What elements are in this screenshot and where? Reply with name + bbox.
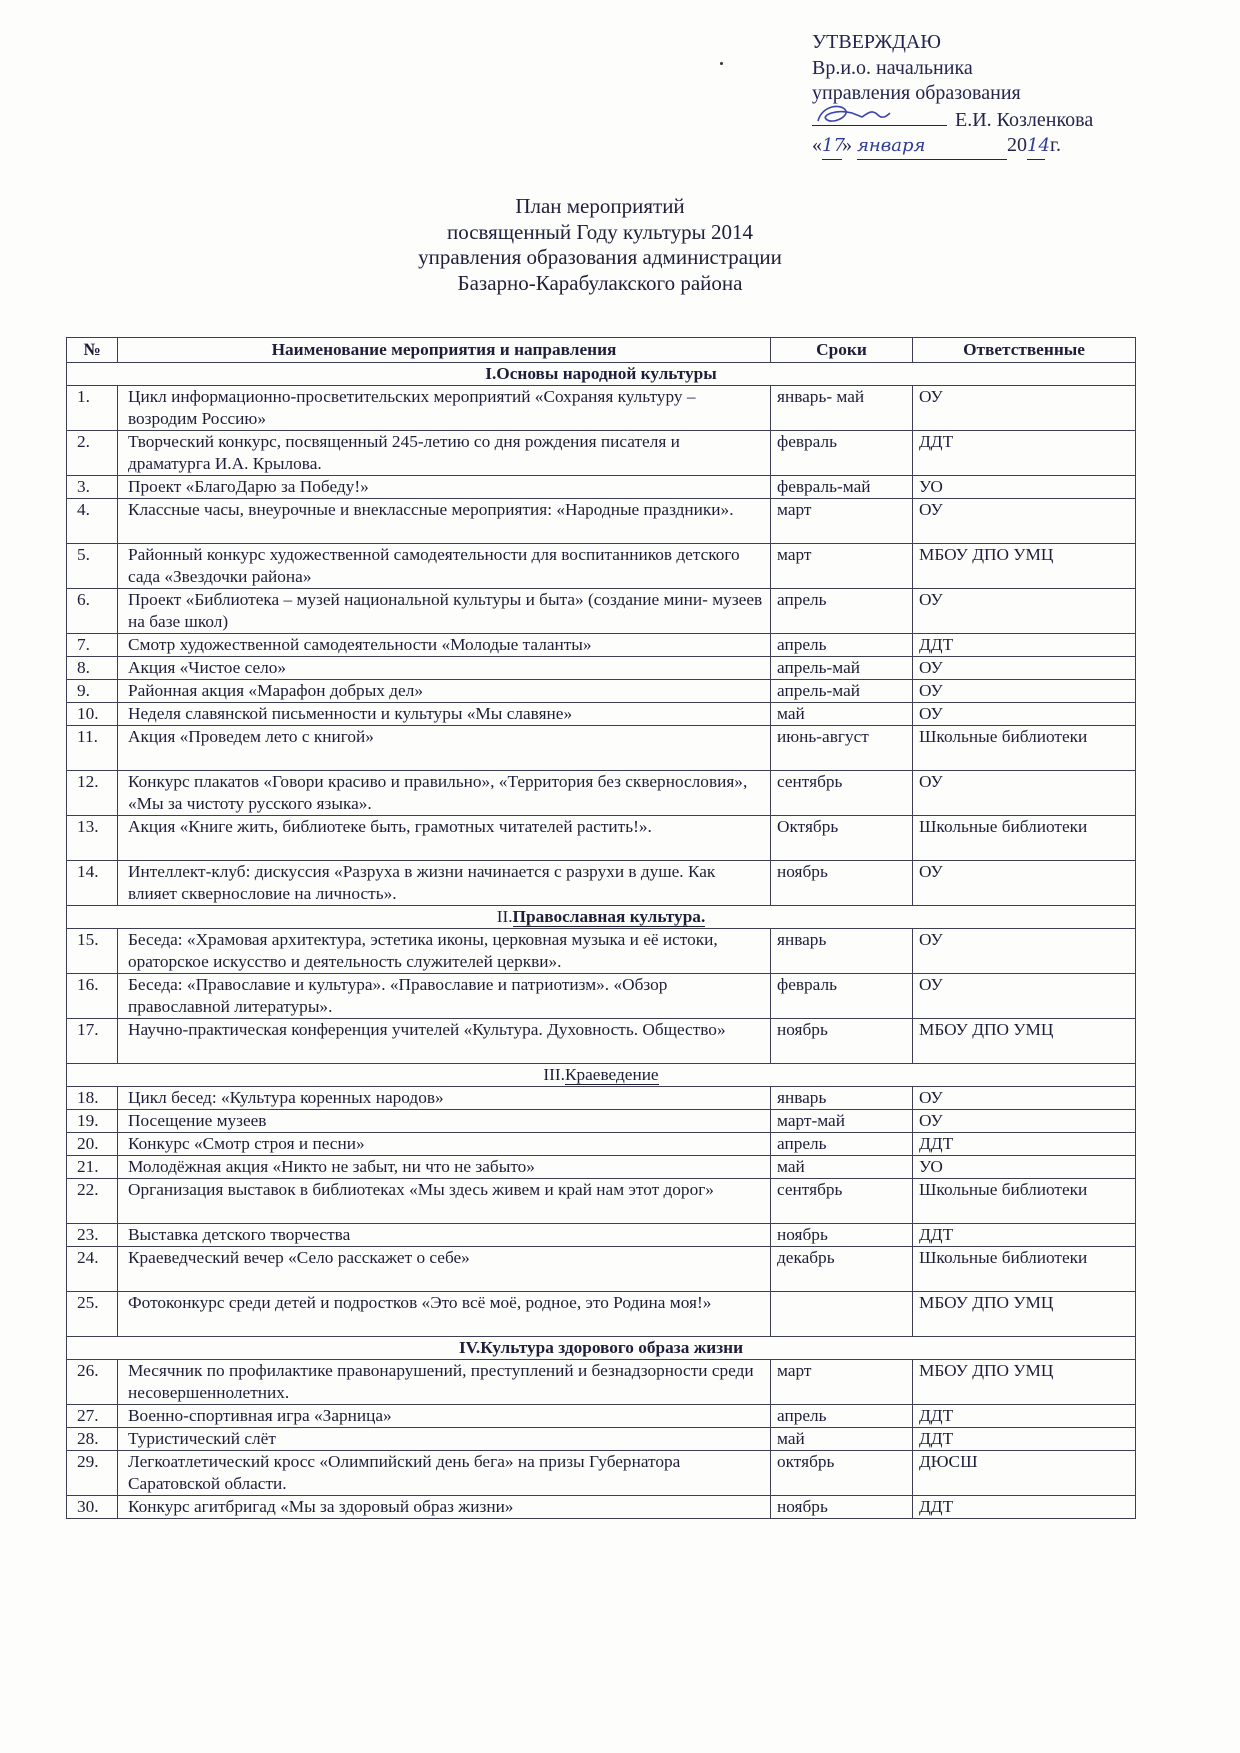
- date-day: 17: [822, 133, 842, 160]
- row-num: 8.: [67, 657, 118, 680]
- row-dates: февраль: [771, 974, 913, 1019]
- row-responsible: ОУ: [913, 499, 1136, 544]
- date-close-quote: »: [842, 134, 852, 156]
- row-name: Районный конкурс художественной самодеятельности для воспитанников детского сада «Звездочки района»: [118, 544, 771, 589]
- row-responsible: ДДТ: [913, 634, 1136, 657]
- row-dates: март: [771, 499, 913, 544]
- row-name: Районная акция «Марафон добрых дел»: [118, 680, 771, 703]
- row-dates: сентябрь: [771, 1179, 913, 1224]
- row-responsible: ДДТ: [913, 431, 1136, 476]
- section-prefix: II.: [496, 907, 513, 926]
- table-row: [67, 476, 1136, 499]
- row-dates: сентябрь: [771, 771, 913, 816]
- section-cell: [67, 1064, 1136, 1087]
- row-num: 28.: [67, 1428, 118, 1451]
- row-dates: июнь-август: [771, 726, 913, 771]
- row-name: Интеллект-клуб: дискуссия «Разруха в жизни начинается с разрухи в душе. Как влияет сквернословие на личность».: [118, 861, 771, 906]
- row-responsible: ОУ: [913, 386, 1136, 431]
- row-responsible: УО: [913, 476, 1136, 499]
- row-dates: октябрь: [771, 1451, 913, 1496]
- row-num: 1.: [67, 386, 118, 431]
- signature-row: [812, 107, 1093, 134]
- row-dates: май: [771, 1156, 913, 1179]
- table-row: [67, 1156, 1136, 1179]
- row-responsible: ОУ: [913, 703, 1136, 726]
- row-num: 24.: [67, 1247, 118, 1292]
- row-responsible: ДДТ: [913, 1224, 1136, 1247]
- row-dates: апрель: [771, 1405, 913, 1428]
- table-row: [67, 1133, 1136, 1156]
- stray-dot: [720, 62, 723, 65]
- table-row: [67, 1087, 1136, 1110]
- row-num: 19.: [67, 1110, 118, 1133]
- table-row: [67, 1247, 1136, 1292]
- row-num: 16.: [67, 974, 118, 1019]
- row-num: 7.: [67, 634, 118, 657]
- row-num: 2.: [67, 431, 118, 476]
- table-row: [67, 1224, 1136, 1247]
- table-header-row: [67, 338, 1136, 363]
- section-title: Краеведение: [564, 1065, 659, 1084]
- row-dates: январь- май: [771, 386, 913, 431]
- row-dates: ноябрь: [771, 1019, 913, 1064]
- table-row: [67, 1451, 1136, 1496]
- title-line-3: управления образования администрации: [418, 245, 782, 269]
- approver-name: Е.И. Козленкова: [955, 108, 1094, 131]
- events-table: [66, 337, 1136, 1519]
- row-name: Фотоконкурс среди детей и подростков «Это всё моё, родное, это Родина моя!»: [118, 1292, 771, 1337]
- row-num: 14.: [67, 861, 118, 906]
- row-num: 25.: [67, 1292, 118, 1337]
- row-responsible: ОУ: [913, 974, 1136, 1019]
- row-num: 29.: [67, 1451, 118, 1496]
- section-prefix: III.: [543, 1065, 565, 1084]
- row-name: Беседа: «Храмовая архитектура, эстетика иконы, церковная музыка и её истоки, ораторское искусство и деятельность служителей церкви».: [118, 929, 771, 974]
- row-responsible: МБОУ ДПО УМЦ: [913, 1019, 1136, 1064]
- row-num: 21.: [67, 1156, 118, 1179]
- row-name: Конкурс агитбригад «Мы за здоровый образ жизни»: [118, 1496, 771, 1519]
- row-responsible: Школьные библиотеки: [913, 726, 1136, 771]
- table-row: [67, 1405, 1136, 1428]
- header-name: Наименование мероприятия и направления: [118, 338, 771, 363]
- section-title: I.Основы народной культуры: [67, 363, 1136, 386]
- row-name: Конкурс плакатов «Говори красиво и правильно», «Территория без сквернословия», «Мы за чистоту русского языка».: [118, 771, 771, 816]
- row-responsible: ОУ: [913, 657, 1136, 680]
- row-responsible: МБОУ ДПО УМЦ: [913, 544, 1136, 589]
- row-responsible: УО: [913, 1156, 1136, 1179]
- date-year-prefix: 20: [1007, 134, 1027, 156]
- title-line-1: План мероприятий: [515, 194, 685, 218]
- table-row: [67, 1360, 1136, 1405]
- row-num: 5.: [67, 544, 118, 589]
- row-responsible: ОУ: [913, 680, 1136, 703]
- row-responsible: Школьные библиотеки: [913, 816, 1136, 861]
- row-name: Туристический слёт: [118, 1428, 771, 1451]
- table-row: [67, 657, 1136, 680]
- section-header: [67, 1064, 1136, 1087]
- table-row: [67, 1179, 1136, 1224]
- section-cell: [67, 906, 1136, 929]
- date-year-end: г.: [1045, 134, 1061, 156]
- row-num: 23.: [67, 1224, 118, 1247]
- row-num: 27.: [67, 1405, 118, 1428]
- section-header: [67, 906, 1136, 929]
- row-num: 20.: [67, 1133, 118, 1156]
- row-dates: декабрь: [771, 1247, 913, 1292]
- table-row: [67, 680, 1136, 703]
- approval-block: [812, 30, 1093, 160]
- document-title: [0, 194, 1200, 296]
- row-dates: ноябрь: [771, 1224, 913, 1247]
- table-row: [67, 431, 1136, 476]
- signature: [812, 107, 947, 126]
- row-num: 9.: [67, 680, 118, 703]
- date-open-quote: «: [812, 134, 822, 156]
- header-dates: Сроки: [771, 338, 913, 363]
- row-name: Легкоатлетический кросс «Олимпийский день бега» на призы Губернатора Саратовской области.: [118, 1451, 771, 1496]
- approver-department: управления образования: [812, 82, 1021, 104]
- header-responsible: Ответственные: [913, 338, 1136, 363]
- row-name: Неделя славянской письменности и культуры «Мы славяне»: [118, 703, 771, 726]
- row-dates: апрель-май: [771, 680, 913, 703]
- row-num: 22.: [67, 1179, 118, 1224]
- row-name: Смотр художественной самодеятельности «Молодые таланты»: [118, 634, 771, 657]
- row-num: 17.: [67, 1019, 118, 1064]
- row-dates: апрель-май: [771, 657, 913, 680]
- section-title: Православная культура.: [512, 907, 706, 926]
- row-dates: апрель: [771, 1133, 913, 1156]
- row-num: 15.: [67, 929, 118, 974]
- row-name: Классные часы, внеурочные и внеклассные мероприятия: «Народные праздники».: [118, 499, 771, 544]
- row-name: Беседа: «Православие и культура». «Православие и патриотизм». «Обзор православной литературы».: [118, 974, 771, 1019]
- title-line-4: Базарно-Карабулакского района: [457, 270, 743, 295]
- row-responsible: ОУ: [913, 1087, 1136, 1110]
- table-row: [67, 544, 1136, 589]
- row-responsible: МБОУ ДПО УМЦ: [913, 1360, 1136, 1405]
- row-name: Выставка детского творчества: [118, 1224, 771, 1247]
- row-name: Молодёжная акция «Никто не забыт, ни что не забыто»: [118, 1156, 771, 1179]
- row-dates: январь: [771, 929, 913, 974]
- row-dates: март: [771, 1360, 913, 1405]
- row-dates: апрель: [771, 589, 913, 634]
- row-dates: февраль: [771, 431, 913, 476]
- row-num: 4.: [67, 499, 118, 544]
- row-responsible: Школьные библиотеки: [913, 1179, 1136, 1224]
- row-responsible: ДДТ: [913, 1133, 1136, 1156]
- date-month: января: [857, 133, 1007, 160]
- row-responsible: ДДТ: [913, 1428, 1136, 1451]
- table-row: [67, 771, 1136, 816]
- row-num: 12.: [67, 771, 118, 816]
- row-name: Военно-спортивная игра «Зарница»: [118, 1405, 771, 1428]
- row-num: 11.: [67, 726, 118, 771]
- row-name: Цикл бесед: «Культура коренных народов»: [118, 1087, 771, 1110]
- row-name: Проект «БлагоДарю за Победу!»: [118, 476, 771, 499]
- table-row: [67, 1019, 1136, 1064]
- row-name: Творческий конкурс, посвященный 245-летию со дня рождения писателя и драматурга И.А. Крылова.: [118, 431, 771, 476]
- row-name: Цикл информационно-просветительских мероприятий «Сохраняя культуру – возродим Россию»: [118, 386, 771, 431]
- header-num: №: [67, 338, 118, 363]
- table-row: [67, 1428, 1136, 1451]
- row-name: Акция «Чистое село»: [118, 657, 771, 680]
- approval-date: [812, 133, 1093, 160]
- table-row: [67, 634, 1136, 657]
- row-dates: [771, 1292, 913, 1337]
- row-dates: апрель: [771, 634, 913, 657]
- row-dates: январь: [771, 1087, 913, 1110]
- date-year-suffix: 14: [1027, 133, 1045, 160]
- table-row: [67, 1496, 1136, 1519]
- row-responsible: Школьные библиотеки: [913, 1247, 1136, 1292]
- row-num: 30.: [67, 1496, 118, 1519]
- row-dates: ноябрь: [771, 861, 913, 906]
- table-row: [67, 974, 1136, 1019]
- table-row: [67, 816, 1136, 861]
- row-name: Посещение музеев: [118, 1110, 771, 1133]
- table-row: [67, 929, 1136, 974]
- row-responsible: ОУ: [913, 1110, 1136, 1133]
- row-num: 10.: [67, 703, 118, 726]
- row-num: 26.: [67, 1360, 118, 1405]
- approver-position: Вр.и.о. начальника: [812, 56, 973, 79]
- section-header: [67, 1337, 1136, 1360]
- row-dates: февраль-май: [771, 476, 913, 499]
- row-name: Конкурс «Смотр строя и песни»: [118, 1133, 771, 1156]
- row-name: Проект «Библиотека – музей национальной культуры и быта» (создание мини- музеев на базе школ): [118, 589, 771, 634]
- table-row: [67, 726, 1136, 771]
- table-row: [67, 386, 1136, 431]
- row-dates: май: [771, 1428, 913, 1451]
- row-name: Организация выставок в библиотеках «Мы здесь живем и край нам этот дорог»: [118, 1179, 771, 1224]
- row-responsible: ДДТ: [913, 1496, 1136, 1519]
- approve-heading: УТВЕРЖДАЮ: [812, 31, 941, 53]
- row-name: Акция «Проведем лето с книгой»: [118, 726, 771, 771]
- table-row: [67, 499, 1136, 544]
- table-row: [67, 1110, 1136, 1133]
- section-header: [67, 363, 1136, 386]
- table-row: [67, 861, 1136, 906]
- row-responsible: ОУ: [913, 771, 1136, 816]
- row-responsible: ДЮСШ: [913, 1451, 1136, 1496]
- row-num: 18.: [67, 1087, 118, 1110]
- row-responsible: ДДТ: [913, 1405, 1136, 1428]
- table-row: [67, 1292, 1136, 1337]
- signature-scribble-icon: [812, 99, 892, 129]
- row-dates: ноябрь: [771, 1496, 913, 1519]
- row-responsible: ОУ: [913, 929, 1136, 974]
- row-dates: март: [771, 544, 913, 589]
- row-num: 3.: [67, 476, 118, 499]
- title-line-2: посвященный Году культуры 2014: [446, 219, 754, 244]
- table-row: [67, 703, 1136, 726]
- row-dates: Октябрь: [771, 816, 913, 861]
- row-num: 6.: [67, 589, 118, 634]
- row-responsible: МБОУ ДПО УМЦ: [913, 1292, 1136, 1337]
- row-responsible: ОУ: [913, 589, 1136, 634]
- row-name: Акция «Книге жить, библиотеке быть, грамотных читателей растить!».: [118, 816, 771, 861]
- row-num: 13.: [67, 816, 118, 861]
- table-row: [67, 589, 1136, 634]
- row-name: Научно-практическая конференция учителей «Культура. Духовность. Общество»: [118, 1019, 771, 1064]
- row-dates: май: [771, 703, 913, 726]
- row-name: Краеведческий вечер «Село расскажет о себе»: [118, 1247, 771, 1292]
- section-title: IV.Культура здорового образа жизни: [67, 1337, 1136, 1360]
- row-responsible: ОУ: [913, 861, 1136, 906]
- row-name: Месячник по профилактике правонарушений, преступлений и безнадзорности среди несовершеннолетних.: [118, 1360, 771, 1405]
- row-dates: март-май: [771, 1110, 913, 1133]
